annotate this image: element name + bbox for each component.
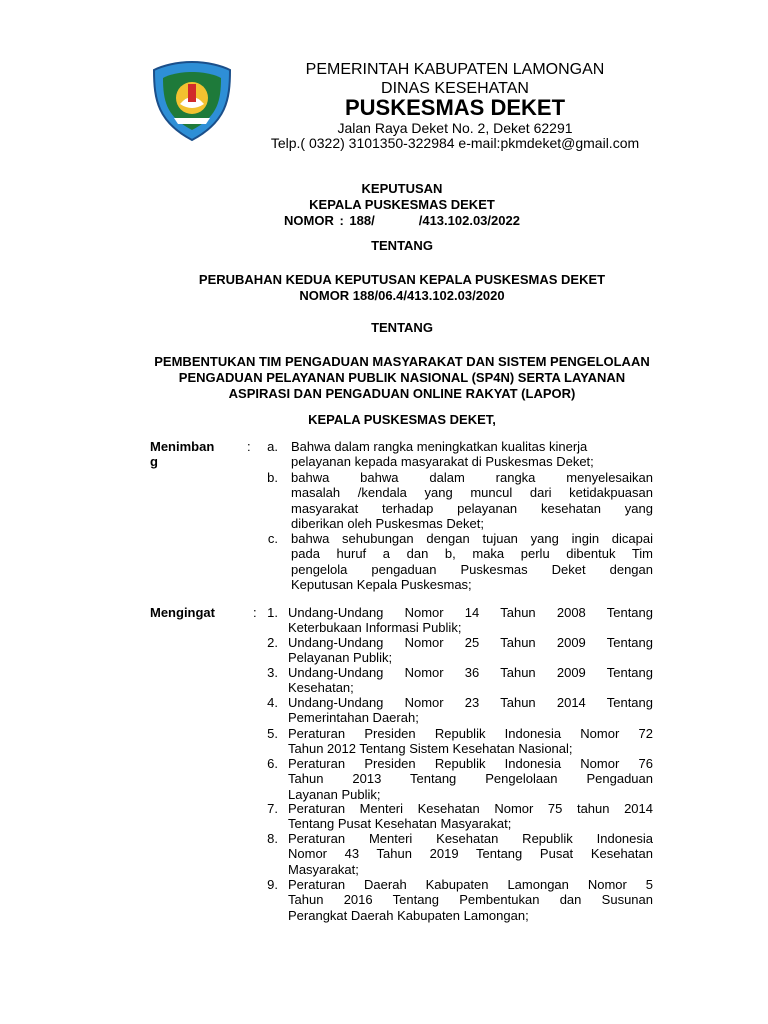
tentang-heading-2: TENTANG [371,320,433,335]
mengingat-marker-5: 5. [267,726,278,741]
mengingat-marker-8: 8. [267,831,278,846]
mengingat-item-4: Undang-Undang Nomor 23 Tahun 2014 Tentang Pemerintahan Daerah; [288,695,653,726]
amendment-title-line-1: PERUBAHAN KEDUA KEPUTUSAN KEPALA PUSKESMAS DEKET [198,272,606,287]
mengingat-label: Mengingat [150,605,215,620]
mengingat-marker-3: 3. [267,665,278,680]
mengingat-item-5: Peraturan Presiden Republik Indonesia Nomor 72 Tahun 2012 Tentang Sistem Kesehatan Nasional; [288,726,653,757]
menimbang-colon: : [247,439,251,454]
mengingat-item-6: Peraturan Presiden Republik Indonesia Nomor 76 Tahun 2013 Tentang Pengelolaan Pengaduan Layanan Publik; [288,756,653,802]
subject-line-3: ASPIRASI DAN PENGADUAN ONLINE RAKYAT (LAPOR) [228,386,576,401]
mengingat-marker-2: 2. [267,635,278,650]
letterhead-institution: PUSKESMAS DEKET [344,95,566,120]
mengingat-marker-1: 1. [267,605,278,620]
menimbang-item-a: Bahwa dalam rangka meningkatkan kualitas kinerja pelayanan kepada masyarakat di Puskesmas Deket; [291,439,594,470]
menimbang-marker-b: b. [267,470,278,485]
mengingat-marker-6: 6. [267,756,278,771]
decree-heading: KEPUTUSAN [361,181,443,196]
menimbang-item-b: bahwa bahwa dalam rangka menyelesaikan masalah /kendala yang muncul dari ketidakpuasan masyarakat terhadap pelayanan kesehatan yang diberikan oleh Puskesmas Deket; [291,470,653,531]
mengingat-marker-9: 9. [267,877,278,892]
decree-issuer: KEPALA PUSKESMAS DEKET [309,197,495,212]
decree-number-tail: /413.102.03/2022 [418,213,520,228]
subject-line-1: PEMBENTUKAN TIM PENGADUAN MASYARAKAT DAN SISTEM PENGELOLAAN [154,354,650,369]
mengingat-item-8: Peraturan Menteri Kesehatan Republik Indonesia Nomor 43 Tahun 2019 Tentang Pusat Kesehatan Masyarakat; [288,831,653,877]
letterhead-department: DINAS KESEHATAN [381,80,529,97]
lamongan-regency-emblem [150,60,235,142]
letterhead-address: Jalan Raya Deket No. 2, Deket 62291 [337,120,573,136]
menimbang-marker-c: c. [267,531,278,546]
subject-line-2: PENGADUAN PELAYANAN PUBLIK NASIONAL (SP4N) SERTA LAYANAN [178,370,626,385]
mengingat-item-3: Undang-Undang Nomor 36 Tahun 2009 Tentang Kesehatan; [288,665,653,696]
mengingat-marker-4: 4. [267,695,278,710]
mengingat-marker-7: 7. [267,801,278,816]
letterhead-government: PEMERINTAH KABUPATEN LAMONGAN [305,61,605,78]
mengingat-item-2: Undang-Undang Nomor 25 Tahun 2009 Tentang Pelayanan Publik; [288,635,653,666]
amendment-title-line-2: NOMOR 188/06.4/413.102.03/2020 [299,288,505,303]
mengingat-item-9: Peraturan Daerah Kabupaten Lamongan Nomor 5 Tahun 2016 Tentang Pembentukan dan Susunan Perangkat Daerah Kabupaten Lamongan; [288,877,653,923]
letterhead-contact: Telp.( 0322) 3101350-322984 e-mail:pkmdeket@gmail.com [270,135,640,151]
menimbang-label: Menimban g [150,439,215,470]
mengingat-item-1: Undang-Undang Nomor 14 Tahun 2008 Tentang Keterbukaan Informasi Publik; [288,605,653,636]
menimbang-marker-a: a. [267,439,278,454]
signatory-heading: KEPALA PUSKESMAS DEKET, [308,412,496,427]
mengingat-colon: : [253,605,257,620]
decree-number [110,213,694,228]
mengingat-item-7: Peraturan Menteri Kesehatan Nomor 75 tahun 2014 Tentang Pusat Kesehatan Masyarakat; [288,801,653,832]
menimbang-item-c: bahwa sehubungan dengan tujuan yang ingin dicapai pada huruf a dan b, maka perlu dibentuk Tim pengelola pengaduan Puskesmas Deket dengan Keputusan Kepala Puskesmas; [291,531,653,592]
decree-number-label: NOMOR : 188/ [284,213,375,228]
tentang-heading-1: TENTANG [371,238,433,253]
